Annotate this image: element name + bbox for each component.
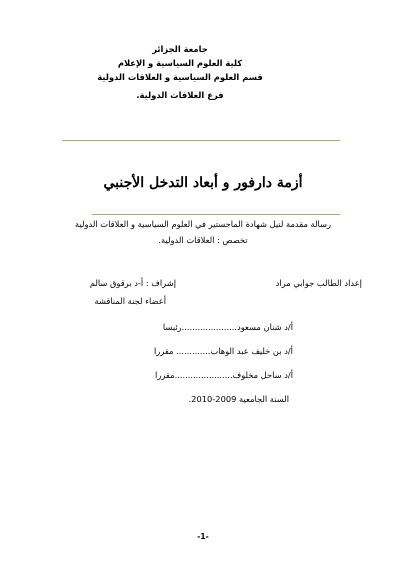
faculty-name: كلية العلوم السياسية و الإعلام: [117, 58, 243, 68]
committee-member: أ/د بن خليف عبد الوهاب............. مقررا: [153, 346, 293, 356]
student-name: إعداد الطالب جوابي مراد: [275, 278, 362, 288]
committee-member: أ/د ساحل مخلوف......................مقررا: [155, 370, 293, 380]
title-divider: [92, 214, 340, 215]
top-divider: [62, 140, 340, 141]
thesis-specialty: تخصص : العلاقات الدولية.: [158, 235, 248, 245]
committee-member: أ/د شنان مسعود.....................رئيسا: [162, 322, 293, 332]
academic-year: السنة الجامعية 2009-2010.: [188, 394, 289, 404]
department-name: قسم العلوم السياسية و العلاقات الدولية: [97, 72, 263, 82]
committee-heading: أعضاء لجنة المناقشة: [94, 296, 166, 306]
branch-name: فرع العلاقات الدولية.: [136, 90, 224, 100]
supervisor-name: إشراف : أ-د برقوق سالم: [89, 278, 176, 288]
thesis-purpose: رسالة مقدمة لنيل شهادة الماجستير في العلوم السياسية و العلاقات الدولية: [75, 219, 331, 229]
university-name: جامعة الجزائر: [152, 44, 208, 54]
page-number: -1-: [197, 532, 209, 541]
thesis-title: أزمة دارفور و أبعاد التدخل الأجنبي: [103, 175, 303, 191]
